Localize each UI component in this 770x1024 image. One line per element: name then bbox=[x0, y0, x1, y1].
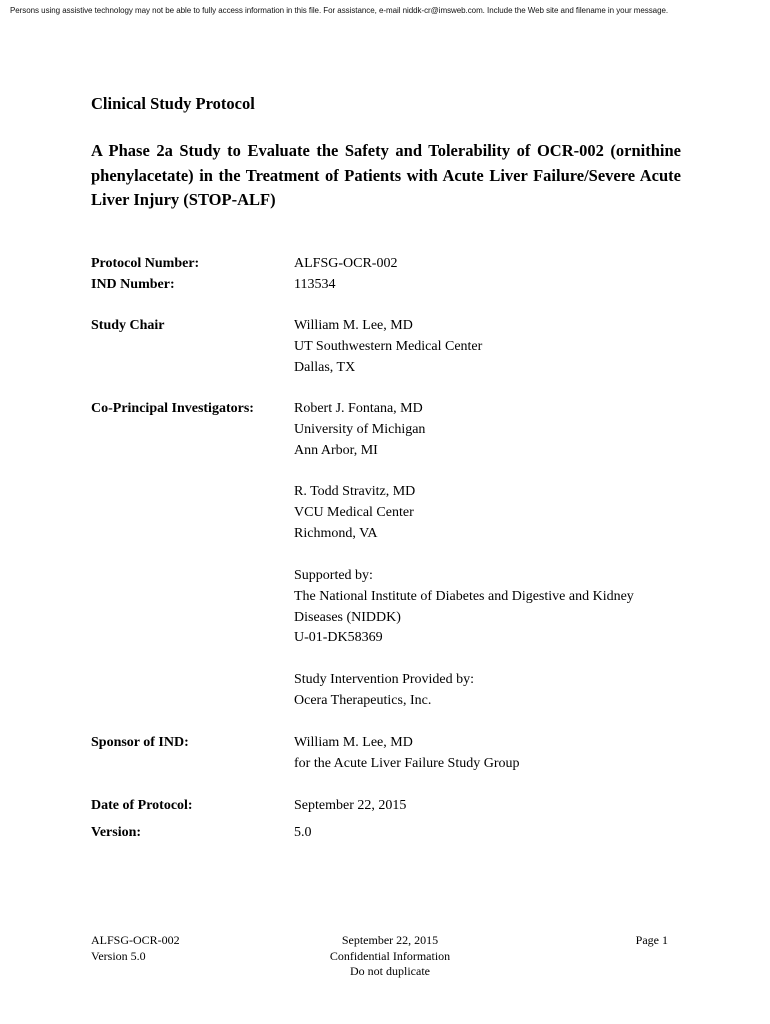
page-number: Page 1 bbox=[635, 933, 668, 947]
investigator-2 bbox=[294, 482, 415, 544]
accessibility-notice: Persons using assistive technology may not be able to fully access information in this file. For assistance, e-mail niddk-cr@imsweb.com. Include the Web site and filename in your message. bbox=[10, 6, 669, 15]
investigator-1-institution: University of Michigan bbox=[294, 421, 426, 437]
protocol-number-label: Protocol Number: bbox=[91, 256, 200, 271]
study-chair-label: Study Chair bbox=[91, 318, 165, 333]
ind-number-value: 113534 bbox=[294, 277, 336, 292]
footer-center bbox=[290, 933, 490, 980]
supporter-name-line-2: Diseases (NIDDK) bbox=[294, 609, 401, 625]
investigator-1-name: Robert J. Fontana, MD bbox=[294, 401, 423, 416]
investigator-1 bbox=[294, 399, 425, 461]
study-title: A Phase 2a Study to Evaluate the Safety and Tolerability of OCR-002 (ornithine phenylacetate) in the Treatment of Patients with Acute Liver Failure/Severe Acute Liver Injury (STOP-ALF) bbox=[91, 141, 681, 209]
intervention-block bbox=[294, 670, 474, 712]
sponsor-of-ind-label: Sponsor of IND: bbox=[91, 735, 189, 750]
footer-confidential: Confidential Information bbox=[329, 948, 451, 963]
sponsor-name: William M. Lee, MD bbox=[294, 735, 413, 750]
document-heading: Clinical Study Protocol bbox=[91, 94, 255, 113]
footer-version: Version 5.0 bbox=[91, 948, 146, 963]
grant-number: U-01-DK58369 bbox=[294, 630, 383, 646]
supported-by-label: Supported by: bbox=[294, 568, 373, 583]
supported-by-block bbox=[294, 566, 634, 649]
footer-do-not-duplicate: Do not duplicate bbox=[350, 964, 430, 978]
co-principal-investigators-label: Co-Principal Investigators: bbox=[91, 401, 254, 416]
study-chair-location: Dallas, TX bbox=[294, 359, 356, 375]
intervention-label: Study Intervention Provided by: bbox=[294, 672, 475, 687]
version-label: Version: bbox=[91, 825, 142, 840]
investigator-2-location: Richmond, VA bbox=[294, 525, 378, 541]
investigator-1-location: Ann Arbor, MI bbox=[294, 442, 378, 458]
footer-protocol-id: ALFSG-OCR-002 bbox=[91, 933, 180, 947]
protocol-number-value: ALFSG-OCR-002 bbox=[294, 256, 398, 271]
date-of-protocol-label: Date of Protocol: bbox=[91, 798, 193, 813]
footer-left bbox=[91, 933, 180, 964]
investigator-2-institution: VCU Medical Center bbox=[294, 504, 414, 520]
sponsor-group: for the Acute Liver Failure Study Group bbox=[294, 755, 520, 771]
supporter-name-line-1: The National Institute of Diabetes and Digestive and Kidney bbox=[294, 588, 634, 604]
version-value: 5.0 bbox=[294, 825, 312, 840]
study-chair-name: William M. Lee, MD bbox=[294, 318, 413, 333]
investigator-2-name: R. Todd Stravitz, MD bbox=[294, 484, 416, 499]
date-of-protocol-value: September 22, 2015 bbox=[294, 798, 407, 813]
footer-date: September 22, 2015 bbox=[341, 933, 439, 947]
intervention-provider: Ocera Therapeutics, Inc. bbox=[294, 692, 432, 708]
study-chair-value bbox=[294, 316, 482, 378]
ind-number-label: IND Number: bbox=[91, 277, 175, 292]
sponsor-of-ind-value bbox=[294, 733, 520, 775]
study-chair-institution: UT Southwestern Medical Center bbox=[294, 338, 483, 354]
